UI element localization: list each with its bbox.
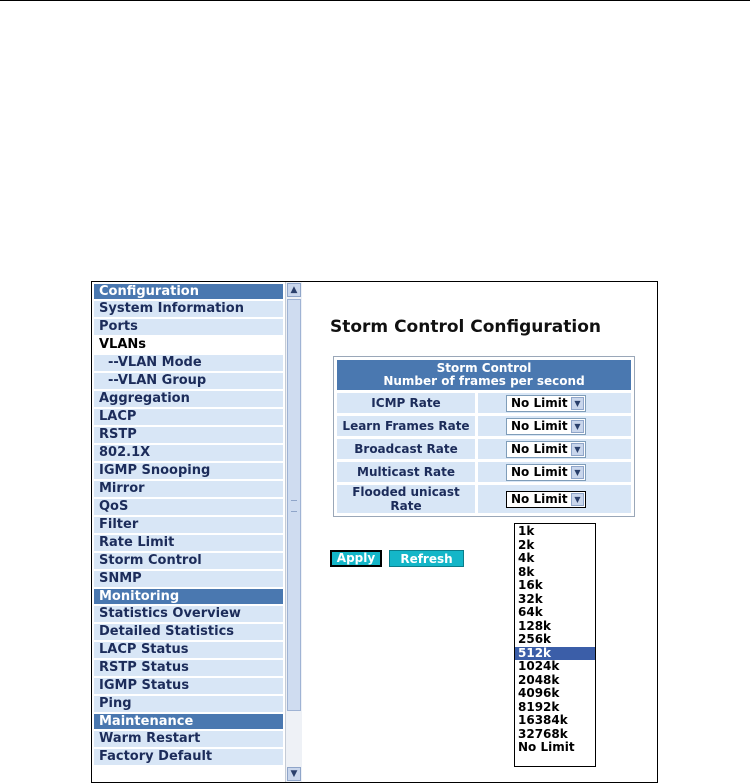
rate-label: ICMP Rate (337, 393, 475, 413)
sidebar-item-vlan-group[interactable]: --VLAN Group (94, 373, 283, 389)
sidebar-item-vlan-mode[interactable]: --VLAN Mode (94, 355, 283, 371)
sidebar-item-ping[interactable]: Ping (94, 696, 283, 712)
dropdown-option[interactable]: 1024k (518, 659, 560, 673)
dropdown-option[interactable]: 1k (518, 524, 535, 538)
rate-value-cell (478, 393, 631, 413)
top-rule (0, 0, 750, 1)
chevron-down-icon[interactable]: ▼ (571, 420, 584, 433)
sidebar-item-detailed-statistics[interactable]: Detailed Statistics (94, 624, 283, 640)
dropdown-option[interactable]: 32k (518, 591, 543, 606)
dropdown-option[interactable]: 64k (518, 605, 543, 619)
sidebar-item-lacp-status[interactable]: LACP Status (94, 642, 283, 658)
sidebar-item-igmp-status[interactable]: IGMP Status (94, 678, 283, 694)
sidebar-item-warm-restart[interactable]: Warm Restart (94, 731, 283, 747)
table-row (337, 439, 631, 459)
sidebar-item-statistics-overview[interactable]: Statistics Overview (94, 606, 283, 622)
rate-value-cell (478, 462, 631, 482)
rate-select-value: No Limit (511, 491, 568, 506)
rate-select-value: No Limit (511, 464, 568, 479)
rate-select[interactable] (506, 441, 586, 458)
sidebar-item-system-information[interactable]: System Information (94, 301, 283, 317)
dropdown-option[interactable]: 4k (518, 551, 535, 565)
sidebar-item-rate-limit[interactable]: Rate Limit (94, 535, 283, 551)
table-row (337, 416, 631, 436)
chevron-down-icon[interactable]: ▼ (571, 397, 584, 410)
rate-dropdown-list[interactable] (514, 523, 596, 767)
sidebar-item-filter[interactable]: Filter (94, 517, 283, 533)
rate-label: Learn Frames Rate (337, 416, 475, 436)
table-row (337, 462, 631, 482)
table-header-line1: Storm Control (436, 361, 532, 375)
dropdown-option[interactable]: 128k (518, 618, 552, 633)
sidebar-item-lacp[interactable]: LACP (94, 409, 283, 425)
sidebar-item-rstp[interactable]: RSTP (94, 427, 283, 443)
rate-value-cell (478, 416, 631, 436)
table-header-line2: Number of frames per second (383, 374, 585, 388)
sidebar-item-802-1x[interactable]: 802.1X (94, 445, 283, 461)
sidebar-item-factory-default[interactable]: Factory Default (94, 749, 283, 765)
table-header (337, 360, 631, 390)
sidebar-item-storm-control[interactable]: Storm Control (94, 553, 283, 569)
chevron-down-icon[interactable]: ▼ (571, 493, 584, 506)
apply-button[interactable]: Apply (330, 550, 382, 567)
rate-select-value: No Limit (511, 418, 568, 433)
sidebar-item-mirror[interactable]: Mirror (94, 481, 283, 497)
sidebar-item-igmp-snooping[interactable]: IGMP Snooping (94, 463, 283, 479)
sidebar-item-rstp-status[interactable]: RSTP Status (94, 660, 283, 676)
scrollbar-thumb[interactable] (287, 299, 301, 711)
rate-label: Broadcast Rate (337, 439, 475, 459)
rate-select[interactable] (506, 418, 586, 435)
dropdown-option[interactable]: 256k (518, 632, 552, 646)
table-row (337, 393, 631, 413)
rate-value-cell (478, 485, 631, 513)
chevron-down-icon[interactable]: ▼ (571, 466, 584, 479)
sidebar-item-vlans[interactable]: VLANs (94, 337, 283, 353)
sidebar-scrollbar[interactable] (285, 282, 302, 782)
table-row (337, 485, 631, 513)
rate-select-value: No Limit (511, 395, 568, 410)
chevron-down-icon[interactable]: ▼ (571, 443, 584, 456)
scroll-down-arrow-icon[interactable]: ▼ (287, 767, 301, 781)
main-content (302, 282, 657, 782)
rate-select[interactable] (506, 491, 586, 508)
scrollbar-grip (291, 500, 297, 512)
sidebar-item-qos[interactable]: QoS (94, 499, 283, 515)
dropdown-option[interactable]: 512k (515, 647, 595, 661)
sidebar-item-ports[interactable]: Ports (94, 319, 283, 335)
dropdown-option[interactable]: 8192k (518, 699, 560, 714)
dropdown-option[interactable]: 2048k (518, 672, 560, 687)
rate-label: Flooded unicast Rate (337, 485, 475, 513)
dropdown-option[interactable]: 16384k (518, 713, 568, 727)
refresh-button[interactable]: Refresh (389, 550, 464, 567)
sidebar-item-snmp[interactable]: SNMP (94, 571, 283, 587)
dropdown-option[interactable]: No Limit (518, 740, 575, 754)
dropdown-option[interactable]: 32768k (518, 726, 568, 741)
dropdown-option[interactable]: 2k (518, 537, 535, 552)
rate-select-value: No Limit (511, 441, 568, 456)
scroll-up-arrow-icon[interactable]: ▲ (287, 283, 301, 297)
page-title: Storm Control Configuration (330, 317, 601, 337)
rate-value-cell (478, 439, 631, 459)
browser-frame (91, 281, 658, 783)
nav-section-configuration: Configuration (94, 284, 283, 299)
rate-select[interactable] (506, 395, 586, 412)
dropdown-option[interactable]: 16k (518, 578, 543, 592)
rate-select[interactable] (506, 464, 586, 481)
sidebar-nav (92, 282, 285, 782)
dropdown-option[interactable]: 4096k (518, 686, 560, 700)
storm-control-table (333, 356, 635, 517)
dropdown-option[interactable]: 8k (518, 564, 535, 579)
rate-label: Multicast Rate (337, 462, 475, 482)
nav-section-maintenance: Maintenance (94, 714, 283, 729)
nav-section-monitoring: Monitoring (94, 589, 283, 604)
sidebar-item-aggregation[interactable]: Aggregation (94, 391, 283, 407)
